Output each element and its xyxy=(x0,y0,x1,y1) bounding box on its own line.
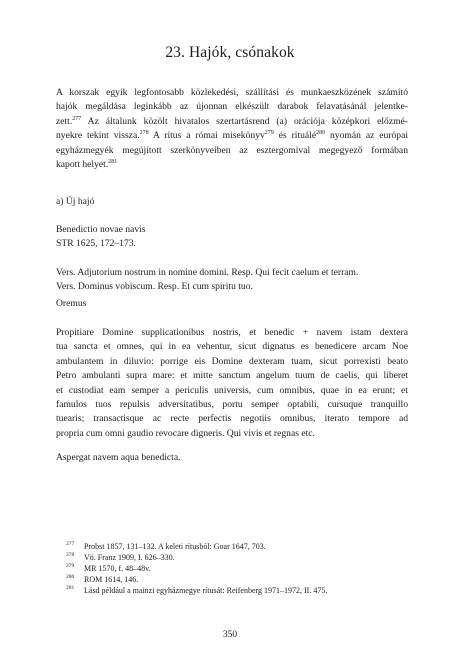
footnote-ref: 277 xyxy=(72,115,82,122)
footnotes xyxy=(66,541,406,596)
footnote-text: Lásd például a mainzi egyházmegye rítusát: Reifenberg 1971–1972, II. 475. xyxy=(84,586,328,595)
source-reference: STR 1625, 172–173. xyxy=(56,238,136,250)
prayer-line: Petro ambulanti supra mare: et mitte sanctum angelum tuum de caelis, qui liberet xyxy=(56,370,408,382)
oremus-label: Oremus xyxy=(56,298,87,309)
prayer-line: Propitiare Domine supplicationibus nostris, et benedic + navem istam dextera xyxy=(56,327,408,338)
source-block xyxy=(56,223,408,252)
prayer-line: famulos tuos repulsis adversitatibus, portu semper optabili, cursuque tranquillo xyxy=(56,399,408,411)
footnote-ref: 279 xyxy=(264,130,274,137)
footnote xyxy=(66,574,406,585)
footnote-text: ROM 1614, 146. xyxy=(84,575,139,584)
footnote xyxy=(66,541,406,552)
closing-rubric: Aspergat navem aqua benedicta. xyxy=(56,452,181,463)
intro-line xyxy=(56,158,408,172)
intro-line xyxy=(56,129,408,143)
intro-line xyxy=(56,115,408,129)
prayer-line: propria cum omni gaudio revocare digneris. Qui vivis et regnas etc. xyxy=(56,427,315,439)
intro-text: és rituálé xyxy=(273,130,317,142)
prayer-text xyxy=(56,326,408,441)
intro-line: egyházmegyék megújított szerkönyveiben az esztergomival megegyező formában xyxy=(56,144,408,156)
footnote-number: 281 xyxy=(66,585,75,591)
footnote xyxy=(66,552,406,563)
intro-paragraph xyxy=(56,86,408,172)
source-title: Benedictio novae navis xyxy=(56,224,146,235)
intro-text: A rítus a római misekönyv xyxy=(148,130,265,142)
intro-text: kapott helyet. xyxy=(56,159,109,171)
footnote-text: Vö. Franz 1909, I. 626–330. xyxy=(84,553,175,562)
footnote-number: 277 xyxy=(66,541,75,547)
footnote xyxy=(66,563,406,574)
page-number: 350 xyxy=(222,630,238,640)
footnote-ref: 281 xyxy=(108,159,118,166)
versicles xyxy=(56,266,408,295)
intro-line: hajók megáldása leginkább az újonnan elkészült darabok felavatásánál jelentke- xyxy=(56,101,408,113)
intro-text: Az általunk közölt hivatalos szertartásrend (a) orációja középkori előzmé- xyxy=(81,115,408,127)
prayer-line: tuearis; transactisque ac recte perfectis negotiis omnibus, iterato tempore ad xyxy=(56,413,408,425)
intro-line: A korszak egyik legfontosabb közlekedési, szállítási és munkaeszközének számító xyxy=(56,87,408,98)
intro-text: nyekre tekint vissza. xyxy=(56,130,140,142)
footnote-number: 278 xyxy=(66,552,75,558)
page-title: 23. Hajók, csónakok xyxy=(165,44,295,61)
footnote-number: 279 xyxy=(66,563,75,569)
prayer-line: et custodiat eam semper a periculis universis, cum omnibus, quae in ea erunt; et xyxy=(56,384,408,396)
versicle-line: Vers. Adjutorium nostrum in nomine domini. Resp. Qui fecit caelum et terram. xyxy=(56,267,359,278)
intro-text: nyomán az európai xyxy=(325,130,409,142)
prayer-line: tua sancta et omnes, qui in ea vehentur, sicut dignatus es benedicere arcam Noe xyxy=(56,341,408,353)
footnote xyxy=(66,585,406,596)
section-heading: a) Új hajó xyxy=(56,196,95,207)
footnote-ref: 280 xyxy=(316,130,326,137)
versicle-line: Vers. Dominus vobiscum. Resp. Et cum spiritu tuo. xyxy=(56,281,253,293)
footnote-text: Probst 1857, 131–132. A keleti rítusból: Goar 1647, 703. xyxy=(84,542,266,551)
prayer-line: ambulantem in diluvio: porrige eis Domine dexteram tuam, sicut porrexisti beato xyxy=(56,355,408,367)
footnote-number: 280 xyxy=(66,574,75,580)
footnote-text: MR 1570, f. 48–48v. xyxy=(84,564,151,573)
footnote-ref: 278 xyxy=(139,130,149,137)
intro-text: zett. xyxy=(56,115,73,127)
